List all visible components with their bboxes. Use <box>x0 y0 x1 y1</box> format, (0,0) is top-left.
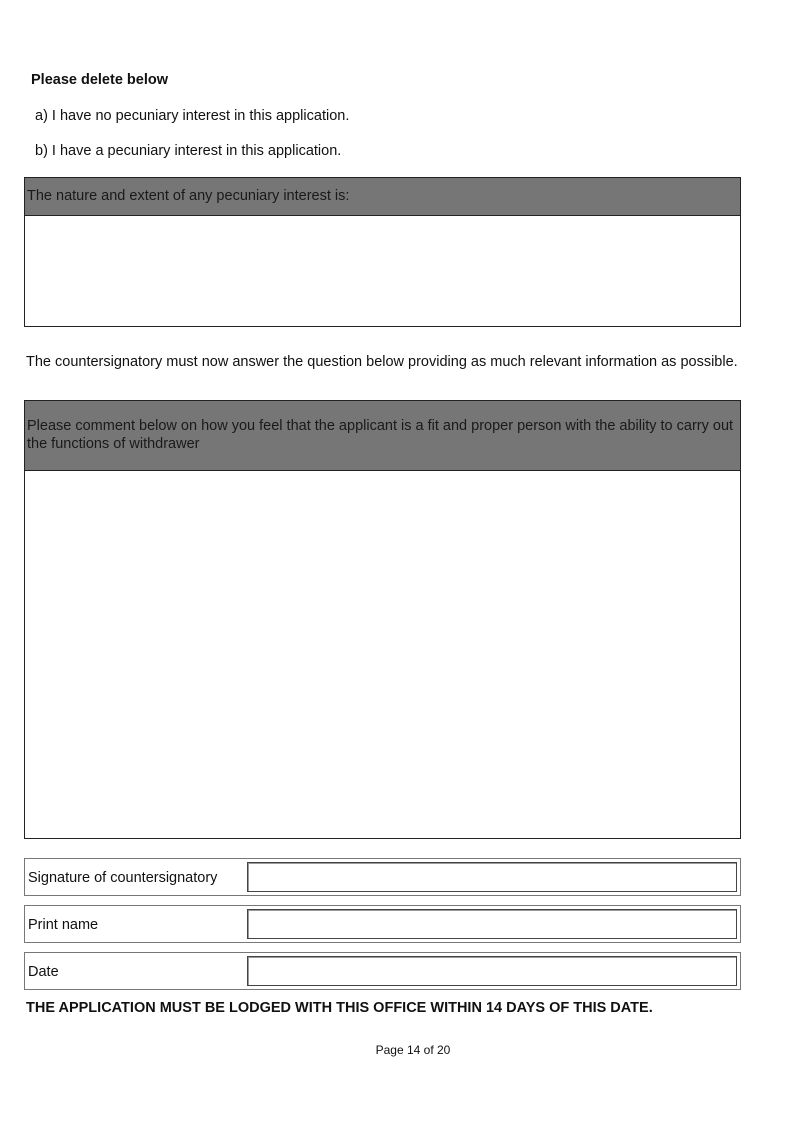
print-name-row <box>24 905 741 943</box>
delete-heading: Please delete below <box>31 72 169 88</box>
signature-field[interactable] <box>247 862 737 892</box>
pecuniary-interest-box <box>24 177 741 327</box>
fit-proper-comment-answer-area[interactable] <box>25 471 740 838</box>
date-label: Date <box>28 964 59 980</box>
page-number: Page 14 of 20 <box>375 1043 451 1057</box>
date-field[interactable] <box>247 956 737 986</box>
print-name-field[interactable] <box>247 909 737 939</box>
date-row <box>24 952 741 990</box>
fit-proper-comment-box <box>24 400 741 839</box>
countersignatory-instruction: The countersignatory must now answer the question below providing as much relevant information as possible. <box>26 354 738 370</box>
option-has-interest: b) I have a pecuniary interest in this application. <box>35 143 342 159</box>
option-no-interest: a) I have no pecuniary interest in this application. <box>35 108 350 124</box>
signature-row <box>24 858 741 896</box>
signature-label: Signature of countersignatory <box>28 870 218 886</box>
pecuniary-interest-header: The nature and extent of any pecuniary interest is: <box>25 178 740 216</box>
print-name-label: Print name <box>28 917 99 933</box>
pecuniary-interest-answer-area[interactable] <box>25 216 740 326</box>
fit-proper-comment-header: Please comment below on how you feel that the applicant is a fit and proper person with the ability to carry out the functions of withdrawer <box>25 401 740 471</box>
lodging-deadline-notice: THE APPLICATION MUST BE LODGED WITH THIS OFFICE WITHIN 14 DAYS OF THIS DATE. <box>26 1000 653 1016</box>
